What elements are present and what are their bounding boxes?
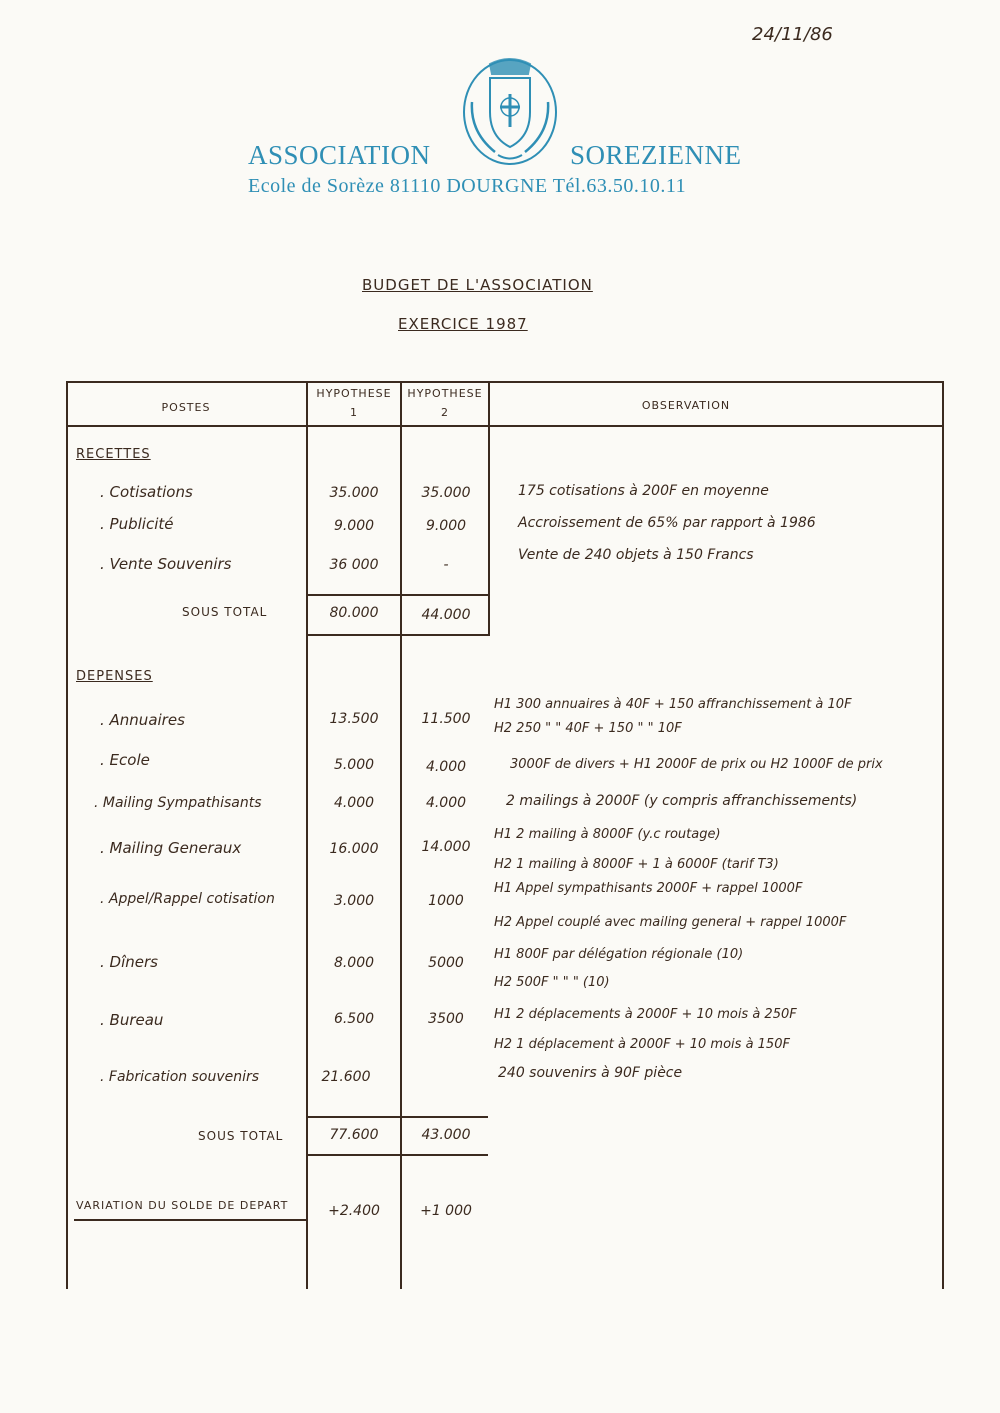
depenses-row-observation: 2 mailings à 2000F (y compris affranchissements) xyxy=(506,793,858,809)
depenses-row-label: . Ecole xyxy=(100,751,150,769)
table-border-right xyxy=(942,381,944,1289)
depenses-row-label: . Appel/Rappel cotisation xyxy=(100,891,275,907)
handwritten-date: 24/11/86 xyxy=(752,24,833,45)
header-hypothese-1-number: 1 xyxy=(350,406,358,419)
depenses-row-h1: 8.000 xyxy=(333,955,375,971)
depenses-row-h2: 3500 xyxy=(428,1011,464,1027)
depenses-row-h2: 14.000 xyxy=(421,839,471,855)
depenses-row-observation: H1 2 mailing à 8000F (y.c routage) xyxy=(494,827,721,842)
document-title: BUDGET DE L'ASSOCIATION xyxy=(362,276,593,294)
depenses-row-observation: H2 1 mailing à 8000F + 1 à 6000F (tarif T3) xyxy=(494,857,779,872)
subtotal-rule-recettes-bottom xyxy=(306,634,490,636)
depenses-row-label: . Annuaires xyxy=(100,711,185,729)
depenses-row-h1: 4.000 xyxy=(333,795,375,811)
section-title-recettes: RECETTES xyxy=(76,447,151,462)
header-observation: OBSERVATION xyxy=(641,399,731,412)
depenses-row-h1: 21.600 xyxy=(321,1069,371,1085)
letterhead-address: Ecole de Sorèze 81110 DOURGNE Tél.63.50.10.11 xyxy=(248,175,687,197)
recettes-row-observation: Vente de 240 objets à 150 Francs xyxy=(518,547,754,563)
variation-h2: +1 000 xyxy=(420,1203,472,1219)
depenses-row-h2: 4.000 xyxy=(425,795,467,811)
depenses-row-label: . Fabrication souvenirs xyxy=(100,1069,260,1085)
depenses-row-h2: 4.000 xyxy=(425,759,467,775)
variation-h1: +2.400 xyxy=(328,1203,380,1219)
depenses-subtotal-h2: 43.000 xyxy=(421,1127,471,1143)
column-divider-1 xyxy=(306,381,308,1289)
depenses-row-observation: H2 Appel couplé avec mailing general + rappel 1000F xyxy=(494,915,847,930)
variation-underline xyxy=(74,1219,306,1221)
recettes-row-h1: 35.000 xyxy=(329,485,379,501)
depenses-row-observation: 3000F de divers + H1 2000F de prix ou H2 1000F de prix xyxy=(510,757,883,772)
subtotal-rule-depenses-top xyxy=(306,1116,488,1118)
header-divider xyxy=(66,425,944,427)
depenses-row-label: . Mailing Sympathisants xyxy=(94,795,262,811)
recettes-row-h2: - xyxy=(443,557,449,573)
depenses-row-observation: H1 800F par délégation régionale (10) xyxy=(494,947,744,962)
recettes-row-h2: 35.000 xyxy=(421,485,471,501)
recettes-row-observation: 175 cotisations à 200F en moyenne xyxy=(518,483,769,499)
subtotal-rule-recettes-top xyxy=(306,594,490,596)
recettes-row-label: . Vente Souvenirs xyxy=(100,555,232,573)
association-crest-logo xyxy=(460,52,560,167)
recettes-row-h2: 9.000 xyxy=(425,518,467,534)
depenses-row-label: . Dîners xyxy=(100,953,158,971)
header-hypothese-1: HYPOTHESE xyxy=(316,387,392,400)
table-border-left xyxy=(66,381,68,1289)
depenses-row-h2: 1000 xyxy=(428,893,464,909)
depenses-row-h1: 3.000 xyxy=(333,893,375,909)
recettes-row-observation: Accroissement de 65% par rapport à 1986 xyxy=(518,515,816,531)
depenses-subtotal-label: SOUS TOTAL xyxy=(198,1129,284,1143)
depenses-row-observation: H1 2 déplacements à 2000F + 10 mois à 250F xyxy=(494,1007,797,1022)
depenses-row-observation: 240 souvenirs à 90F pièce xyxy=(498,1065,683,1081)
depenses-row-observation: H1 Appel sympathisants 2000F + rappel 1000F xyxy=(494,881,803,896)
depenses-row-observation: H1 300 annuaires à 40F + 150 affranchissement à 10F xyxy=(494,697,852,712)
budget-table xyxy=(66,381,944,1289)
depenses-row-label: . Mailing Generaux xyxy=(100,839,242,857)
column-divider-3 xyxy=(488,381,490,636)
section-title-depenses: DEPENSES xyxy=(76,669,153,684)
variation-label: VARIATION DU SOLDE DE DEPART xyxy=(76,1199,289,1212)
depenses-row-label: . Bureau xyxy=(100,1011,164,1029)
depenses-row-h1: 13.500 xyxy=(329,711,379,727)
recettes-row-label: . Publicité xyxy=(100,515,174,533)
header-postes: POSTES xyxy=(161,401,211,414)
depenses-row-h2: 11.500 xyxy=(421,711,471,727)
depenses-row-h1: 6.500 xyxy=(333,1011,375,1027)
depenses-row-h1: 5.000 xyxy=(333,757,375,773)
recettes-subtotal-h1: 80.000 xyxy=(329,605,379,621)
letterhead-name-left: ASSOCIATION xyxy=(248,140,431,170)
header-hypothese-2: HYPOTHESE xyxy=(407,387,483,400)
depenses-row-h1: 16.000 xyxy=(329,841,379,857)
recettes-row-h1: 36 000 xyxy=(329,557,379,573)
recettes-row-label: . Cotisations xyxy=(100,483,193,501)
column-divider-2 xyxy=(400,381,402,1289)
letterhead-name-right: SOREZIENNE xyxy=(570,140,742,170)
depenses-row-observation: H2 500F " " " (10) xyxy=(494,975,610,990)
document-subtitle: EXERCICE 1987 xyxy=(398,315,528,333)
table-border-top xyxy=(66,381,944,383)
depenses-subtotal-h1: 77.600 xyxy=(329,1127,379,1143)
depenses-row-observation: H2 1 déplacement à 2000F + 10 mois à 150F xyxy=(494,1037,790,1052)
recettes-row-h1: 9.000 xyxy=(333,518,375,534)
recettes-subtotal-h2: 44.000 xyxy=(421,607,471,623)
depenses-row-h2: 5000 xyxy=(428,955,464,971)
header-hypothese-2-number: 2 xyxy=(441,406,449,419)
subtotal-rule-depenses-bottom xyxy=(306,1154,488,1156)
depenses-row-observation: H2 250 " " 40F + 150 " " 10F xyxy=(494,721,682,736)
recettes-subtotal-label: SOUS TOTAL xyxy=(182,605,268,619)
